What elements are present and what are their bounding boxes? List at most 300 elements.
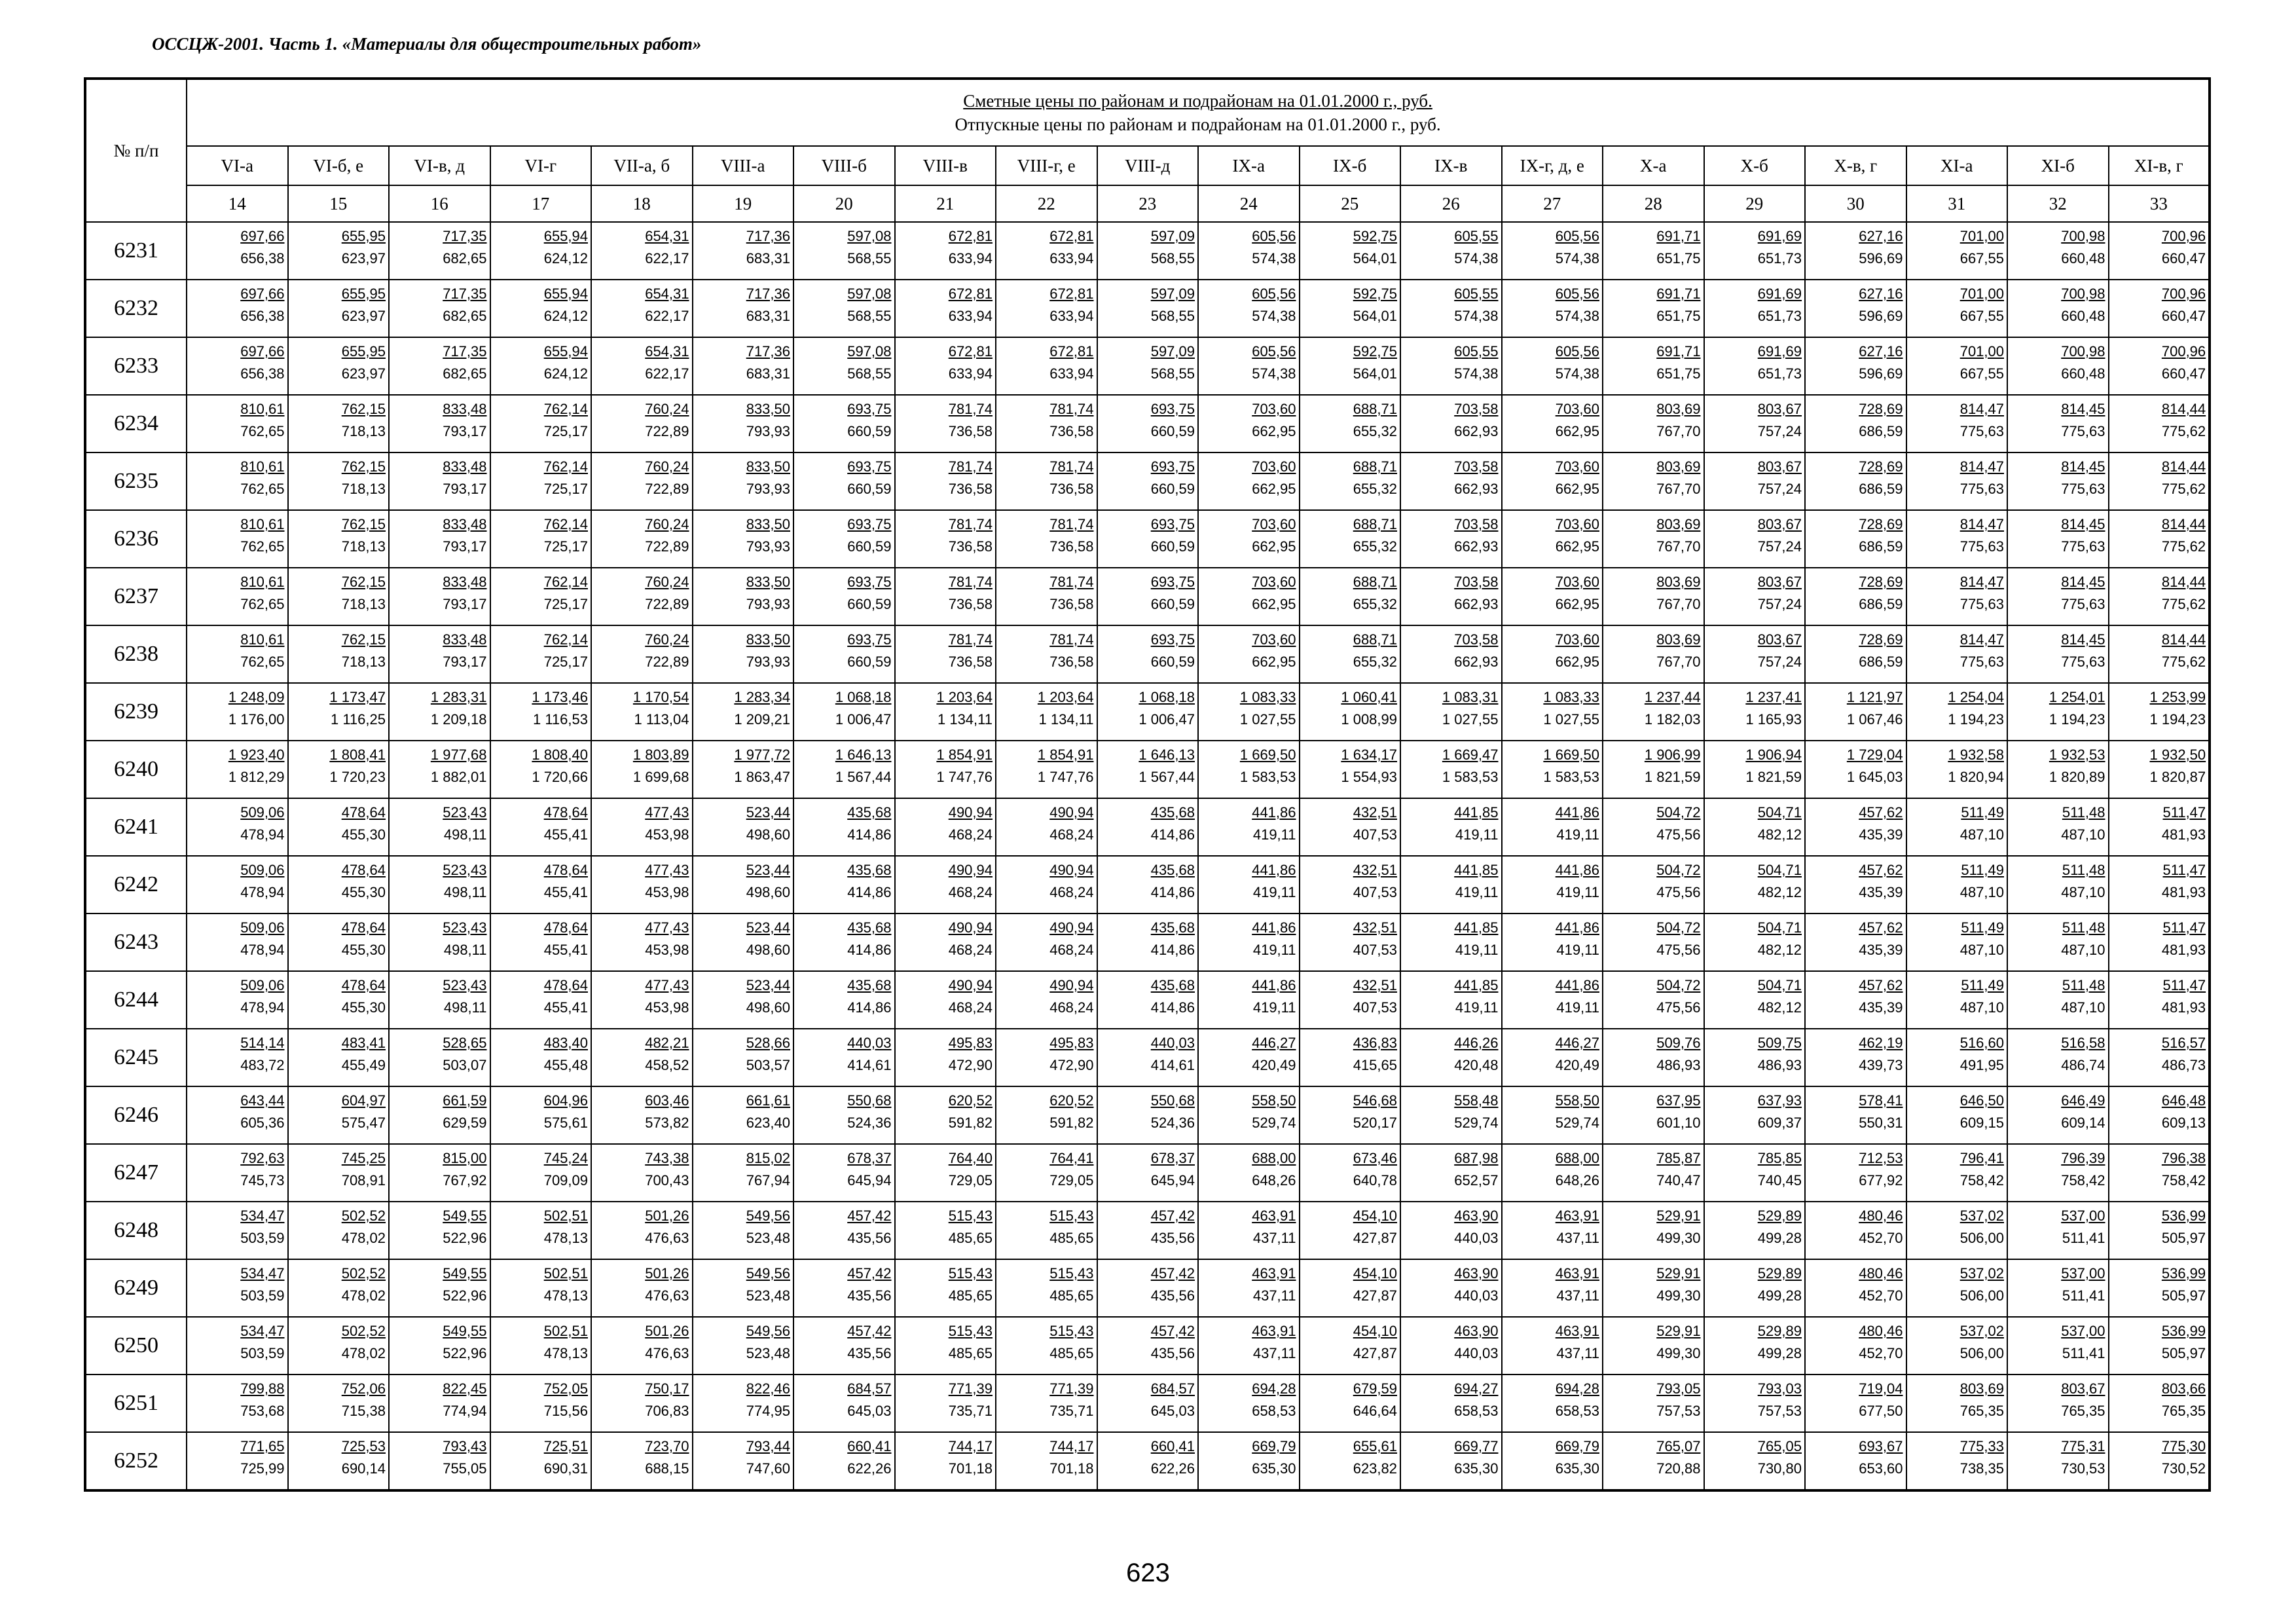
price-cell: [693, 856, 794, 913]
sale-price: 651,73: [1757, 250, 1802, 267]
estimated-price: 1 060,41: [1341, 689, 1397, 705]
price-cell: [1906, 1144, 2008, 1202]
price-cell: [1300, 1432, 1401, 1490]
sale-price: 475,56: [1656, 826, 1701, 843]
price-cell: [2109, 1086, 2210, 1144]
price-cell: [1502, 913, 1603, 971]
sale-price: 453,98: [645, 999, 689, 1016]
price-cell: [2109, 625, 2210, 683]
estimated-price: 814,47: [1959, 516, 2004, 532]
sale-price: 414,61: [847, 1057, 892, 1073]
sale-price: 486,93: [1757, 1057, 1802, 1073]
sale-price: 453,98: [645, 826, 689, 843]
estimated-price: 672,81: [948, 343, 993, 360]
estimated-price: 691,69: [1757, 286, 1802, 302]
price-cell: [793, 1144, 895, 1202]
price-cell: [1400, 1259, 1502, 1317]
price-cell: [895, 1259, 996, 1317]
column-index: 29: [1704, 185, 1806, 222]
estimated-price: 810,61: [240, 516, 285, 532]
estimated-price: 691,71: [1656, 343, 1701, 360]
price-cell: [2109, 741, 2210, 798]
price-cell: [1400, 625, 1502, 683]
estimated-price: 457,62: [1859, 919, 1903, 936]
sale-price: 475,56: [1656, 884, 1701, 900]
sale-price: 1 134,11: [937, 711, 993, 728]
estimated-price: 578,41: [1859, 1092, 1903, 1109]
estimated-price: 723,70: [645, 1438, 689, 1454]
sale-price: 688,15: [645, 1460, 689, 1477]
estimated-price: 672,81: [948, 228, 993, 244]
estimated-price: 810,61: [240, 458, 285, 475]
price-cell: [1400, 741, 1502, 798]
price-cell: [2007, 798, 2109, 856]
sale-price: 452,70: [1859, 1287, 1903, 1304]
sale-price: 591,82: [948, 1115, 993, 1131]
price-cell: [389, 971, 490, 1029]
estimated-price: 814,44: [2161, 631, 2206, 648]
estimated-price: 717,35: [443, 343, 487, 360]
sale-price: 481,93: [2161, 999, 2206, 1016]
estimated-price: 703,60: [1555, 574, 1599, 590]
price-cell: [1704, 683, 1806, 741]
estimated-price: 1 237,44: [1644, 689, 1701, 705]
estimated-price: 814,44: [2161, 516, 2206, 532]
column-index: 30: [1805, 185, 1906, 222]
estimated-price: 672,81: [1049, 286, 1094, 302]
sale-price: 1 027,55: [1239, 711, 1296, 728]
estimated-price: 660,41: [1150, 1438, 1195, 1454]
column-index: 18: [591, 185, 693, 222]
price-cell: [1400, 683, 1502, 741]
price-cell: [1198, 510, 1300, 568]
price-cell: [793, 222, 895, 280]
price-cell: [1198, 1029, 1300, 1086]
estimated-price: 549,55: [443, 1208, 487, 1224]
price-cell: [895, 510, 996, 568]
estimated-price: 771,39: [948, 1380, 993, 1397]
estimated-price: 1 977,68: [430, 747, 487, 763]
price-cell: [288, 1259, 390, 1317]
price-cell: [1198, 280, 1300, 337]
price-cell: [1198, 568, 1300, 625]
sale-price: 683,31: [746, 365, 790, 382]
price-cell: [996, 741, 1097, 798]
estimated-price: 441,86: [1252, 804, 1296, 821]
sale-price: 662,93: [1454, 423, 1499, 439]
column-index: 33: [2109, 185, 2210, 222]
price-cell: [1097, 568, 1199, 625]
price-cell: [693, 1317, 794, 1375]
estimated-price: 814,45: [2061, 458, 2105, 475]
sale-price: 720,88: [1656, 1460, 1701, 1477]
estimated-price: 515,43: [1049, 1323, 1094, 1339]
estimated-price: 537,00: [2061, 1265, 2105, 1282]
estimated-price: 436,83: [1353, 1035, 1397, 1051]
price-cell: [389, 568, 490, 625]
sale-price: 452,70: [1859, 1230, 1903, 1246]
sale-price: 486,73: [2161, 1057, 2206, 1073]
price-cell: [591, 568, 693, 625]
estimated-price: 435,68: [847, 862, 892, 878]
sale-price: 482,12: [1757, 942, 1802, 958]
sale-price: 765,35: [2061, 1403, 2105, 1419]
table-row: [85, 971, 2210, 1029]
estimated-price: 1 854,91: [1037, 747, 1094, 763]
estimated-price: 833,48: [443, 458, 487, 475]
estimated-price: 523,43: [443, 804, 487, 821]
price-cell: [1097, 1432, 1199, 1490]
price-cell: [2109, 913, 2210, 971]
estimated-price: 688,71: [1353, 458, 1397, 475]
sale-price: 662,95: [1555, 538, 1599, 555]
price-cell: [895, 452, 996, 510]
price-cell: [1906, 452, 2008, 510]
estimated-price: 457,42: [1150, 1265, 1195, 1282]
sale-price: 503,59: [240, 1345, 285, 1361]
estimated-price: 603,46: [645, 1092, 689, 1109]
sale-price: 736,58: [948, 481, 993, 497]
sale-price: 1 583,53: [1442, 769, 1499, 785]
estimated-price: 814,45: [2061, 401, 2105, 417]
estimated-price: 781,74: [1049, 401, 1094, 417]
estimated-price: 523,44: [746, 862, 790, 878]
sale-price: 793,93: [746, 481, 790, 497]
sale-price: 435,56: [847, 1287, 892, 1304]
sale-price: 758,42: [2061, 1172, 2105, 1189]
estimated-price: 490,94: [948, 804, 993, 821]
sale-price: 767,70: [1656, 423, 1701, 439]
estimated-price: 515,43: [1049, 1265, 1094, 1282]
price-cell: [693, 1375, 794, 1432]
sale-price: 730,52: [2161, 1460, 2206, 1477]
region-header: VIII-а: [693, 146, 794, 185]
sale-price: 524,36: [847, 1115, 892, 1131]
estimated-price: 655,61: [1353, 1438, 1397, 1454]
estimated-price: 814,45: [2061, 631, 2105, 648]
estimated-price: 502,51: [543, 1208, 588, 1224]
sale-price: 623,82: [1353, 1460, 1397, 1477]
price-cell: [693, 683, 794, 741]
price-cell: [1097, 1259, 1199, 1317]
region-header: X-б: [1704, 146, 1806, 185]
price-cell: [693, 971, 794, 1029]
estimated-price: 478,64: [543, 919, 588, 936]
estimated-price: 509,06: [240, 862, 285, 878]
price-cell: [996, 510, 1097, 568]
price-cell: [591, 741, 693, 798]
price-cell: [895, 625, 996, 683]
price-cell: [591, 510, 693, 568]
sale-price: 523,48: [746, 1345, 790, 1361]
sale-price: 601,10: [1656, 1115, 1701, 1131]
row-number: 6252: [85, 1432, 187, 1490]
price-cell: [1805, 568, 1906, 625]
estimated-price: 441,85: [1454, 919, 1499, 936]
price-cell: [2007, 222, 2109, 280]
estimated-price: 480,46: [1859, 1208, 1903, 1224]
estimated-price: 509,06: [240, 977, 285, 993]
sale-price: 660,59: [1150, 596, 1195, 612]
estimated-price: 457,42: [847, 1323, 892, 1339]
price-cell: [490, 1317, 592, 1375]
sale-price: 419,11: [1455, 942, 1499, 958]
estimated-price: 620,52: [948, 1092, 993, 1109]
price-cell: [187, 1317, 288, 1375]
price-cell: [490, 568, 592, 625]
estimated-price: 605,56: [1252, 343, 1296, 360]
price-cell: [1906, 1029, 2008, 1086]
estimated-price: 703,60: [1252, 401, 1296, 417]
estimated-price: 684,57: [847, 1380, 892, 1397]
estimated-price: 490,94: [1049, 804, 1094, 821]
sale-price: 1 567,44: [835, 769, 892, 785]
estimated-price: 523,43: [443, 977, 487, 993]
estimated-price: 1 237,41: [1745, 689, 1802, 705]
sale-price: 701,18: [948, 1460, 993, 1477]
sale-price: 767,92: [443, 1172, 487, 1189]
price-cell: [1300, 856, 1401, 913]
sale-price: 775,63: [1959, 481, 2004, 497]
sale-price: 775,63: [1959, 654, 2004, 670]
estimated-price: 697,66: [240, 343, 285, 360]
estimated-price: 655,94: [543, 286, 588, 302]
price-cell: [1097, 1202, 1199, 1259]
estimated-price: 833,48: [443, 401, 487, 417]
price-cell: [1704, 395, 1806, 452]
price-cell: [1400, 337, 1502, 395]
estimated-price: 454,10: [1353, 1265, 1397, 1282]
sale-price: 774,94: [443, 1403, 487, 1419]
price-cell: [693, 452, 794, 510]
price-cell: [1502, 280, 1603, 337]
sale-price: 1 699,68: [632, 769, 689, 785]
estimated-price: 672,81: [1049, 228, 1094, 244]
region-header: IX-г, д, е: [1502, 146, 1603, 185]
price-cell: [1603, 625, 1704, 683]
sale-price: 775,63: [2061, 538, 2105, 555]
column-index: 25: [1300, 185, 1401, 222]
sale-price: 1 134,11: [1038, 711, 1094, 728]
estimated-price: 762,15: [341, 631, 386, 648]
price-cell: [1198, 1086, 1300, 1144]
estimated-price: 478,64: [341, 977, 386, 993]
sale-price: 1 863,47: [734, 769, 790, 785]
estimated-price: 687,98: [1454, 1150, 1499, 1166]
sale-price: 683,31: [746, 308, 790, 324]
sale-price: 498,60: [746, 999, 790, 1016]
price-cell: [2109, 280, 2210, 337]
column-index: 15: [288, 185, 390, 222]
sale-price: 419,11: [1455, 999, 1499, 1016]
sale-price: 757,24: [1757, 654, 1802, 670]
sale-price: 738,35: [1959, 1460, 2004, 1477]
estimated-price: 775,30: [2161, 1438, 2206, 1454]
sale-price: 574,38: [1555, 308, 1599, 324]
sale-price: 1 720,23: [329, 769, 386, 785]
price-cell: [1502, 337, 1603, 395]
estimated-price: 693,75: [847, 574, 892, 590]
price-cell: [2109, 1144, 2210, 1202]
sale-price: 623,97: [341, 308, 386, 324]
price-cell: [1805, 452, 1906, 510]
sale-price: 667,55: [1959, 365, 2004, 382]
price-cell: [1704, 1086, 1806, 1144]
price-cell: [1906, 395, 2008, 452]
sale-price: 437,11: [1252, 1287, 1296, 1304]
price-cell: [895, 1375, 996, 1432]
sale-price: 660,47: [2161, 250, 2206, 267]
sale-price: 468,24: [1049, 884, 1094, 900]
sale-price: 414,86: [1150, 884, 1195, 900]
sale-price: 485,65: [948, 1230, 993, 1246]
estimated-price: 478,64: [341, 919, 386, 936]
price-cell: [1704, 280, 1806, 337]
sale-price: 660,59: [847, 423, 892, 439]
table-row: [85, 395, 2210, 452]
estimated-price: 627,16: [1859, 286, 1903, 302]
sale-price: 609,15: [1959, 1115, 2004, 1131]
estimated-price: 803,67: [1757, 631, 1802, 648]
table-row: [85, 741, 2210, 798]
estimated-price: 511,49: [1961, 862, 2004, 878]
sale-price: 677,50: [1859, 1403, 1903, 1419]
region-header: VIII-г, е: [996, 146, 1097, 185]
price-cell: [1198, 683, 1300, 741]
sale-price: 482,12: [1757, 826, 1802, 843]
price-cell: [1502, 1202, 1603, 1259]
sale-price: 677,92: [1859, 1172, 1903, 1189]
price-cell: [389, 1259, 490, 1317]
sale-price: 503,59: [240, 1287, 285, 1304]
estimated-price: 762,14: [543, 458, 588, 475]
sale-price: 651,75: [1656, 365, 1701, 382]
price-cell: [996, 1259, 1097, 1317]
estimated-price: 762,15: [341, 458, 386, 475]
sale-price: 505,97: [2161, 1345, 2206, 1361]
price-cell: [591, 798, 693, 856]
price-cell: [793, 1202, 895, 1259]
price-cell: [693, 1432, 794, 1490]
estimated-price: 833,48: [443, 574, 487, 590]
sale-price: 478,94: [240, 942, 285, 958]
sale-price: 775,62: [2161, 481, 2206, 497]
sale-price: 662,93: [1454, 481, 1499, 497]
sale-prices-title: Отпускные цены по районам и подрайонам на 01.01.2000 г., руб.: [955, 115, 1441, 134]
estimated-price: 432,51: [1353, 919, 1397, 936]
price-cell: [389, 1029, 490, 1086]
sale-price: 485,65: [1049, 1230, 1094, 1246]
estimated-price: 717,35: [443, 228, 487, 244]
price-cell: [1603, 222, 1704, 280]
sale-price: 651,75: [1656, 308, 1701, 324]
price-cell: [2007, 1259, 2109, 1317]
price-cell: [793, 683, 895, 741]
estimated-price: 661,59: [443, 1092, 487, 1109]
price-cell: [389, 683, 490, 741]
sale-price: 1 820,94: [1948, 769, 2004, 785]
price-cell: [1603, 798, 1704, 856]
sale-price: 633,94: [1049, 250, 1094, 267]
sale-price: 686,59: [1859, 481, 1903, 497]
estimated-price: 480,46: [1859, 1265, 1903, 1282]
estimated-price: 701,00: [1959, 343, 2004, 360]
sale-price: 435,56: [1150, 1230, 1195, 1246]
estimated-price: 605,55: [1454, 228, 1499, 244]
region-header: IX-в: [1400, 146, 1502, 185]
estimated-price: 833,50: [746, 631, 790, 648]
estimated-price: 728,69: [1859, 631, 1903, 648]
estimated-price: 781,74: [948, 401, 993, 417]
price-cell: [1603, 1317, 1704, 1375]
column-index: 28: [1603, 185, 1704, 222]
estimated-price: 441,86: [1252, 919, 1296, 936]
estimated-price: 822,45: [443, 1380, 487, 1397]
estimated-price: 502,51: [543, 1323, 588, 1339]
price-cell: [1300, 625, 1401, 683]
price-cell: [591, 1029, 693, 1086]
region-header: IX-а: [1198, 146, 1300, 185]
estimated-price: 515,43: [948, 1208, 993, 1224]
price-cell: [793, 1432, 895, 1490]
price-cell: [1603, 1259, 1704, 1317]
sale-price: 740,47: [1656, 1172, 1701, 1189]
estimated-price: 719,04: [1859, 1380, 1903, 1397]
sale-price: 564,01: [1353, 250, 1397, 267]
estimated-price: 796,38: [2161, 1150, 2206, 1166]
table-row: [85, 452, 2210, 510]
sale-price: 1 006,47: [835, 711, 892, 728]
estimated-price: 528,66: [746, 1035, 790, 1051]
sale-price: 656,38: [240, 308, 285, 324]
sale-price: 653,60: [1859, 1460, 1903, 1477]
region-header: IX-б: [1300, 146, 1401, 185]
estimated-price: 803,67: [1757, 401, 1802, 417]
sale-price: 414,86: [1150, 826, 1195, 843]
sale-price: 651,73: [1757, 365, 1802, 382]
estimated-price: 672,81: [948, 286, 993, 302]
sale-price: 609,37: [1757, 1115, 1802, 1131]
estimated-price: 504,72: [1656, 804, 1701, 821]
sale-price: 775,62: [2161, 596, 2206, 612]
row-number: 6232: [85, 280, 187, 337]
sale-price: 468,24: [948, 999, 993, 1016]
price-cell: [490, 683, 592, 741]
estimated-price: 703,60: [1555, 401, 1599, 417]
estimated-price: 833,50: [746, 516, 790, 532]
estimated-price: 814,47: [1959, 574, 2004, 590]
table-row: [85, 1432, 2210, 1490]
sale-price: 478,13: [543, 1230, 588, 1246]
price-cell: [793, 913, 895, 971]
estimated-price: 462,19: [1859, 1035, 1903, 1051]
estimated-price: 529,91: [1656, 1208, 1701, 1224]
estimated-price: 655,94: [543, 228, 588, 244]
price-cell: [1603, 683, 1704, 741]
sale-price: 574,38: [1454, 308, 1499, 324]
price-cell: [2007, 913, 2109, 971]
price-cell: [1198, 1259, 1300, 1317]
price-cell: [1097, 1144, 1199, 1202]
price-cell: [1805, 798, 1906, 856]
sale-price: 774,95: [746, 1403, 790, 1419]
estimated-price: 803,69: [1959, 1380, 2004, 1397]
estimated-price: 504,71: [1757, 804, 1802, 821]
sale-price: 747,60: [746, 1460, 790, 1477]
price-cell: [693, 337, 794, 395]
estimated-price: 441,86: [1555, 919, 1599, 936]
price-cell: [1704, 913, 1806, 971]
